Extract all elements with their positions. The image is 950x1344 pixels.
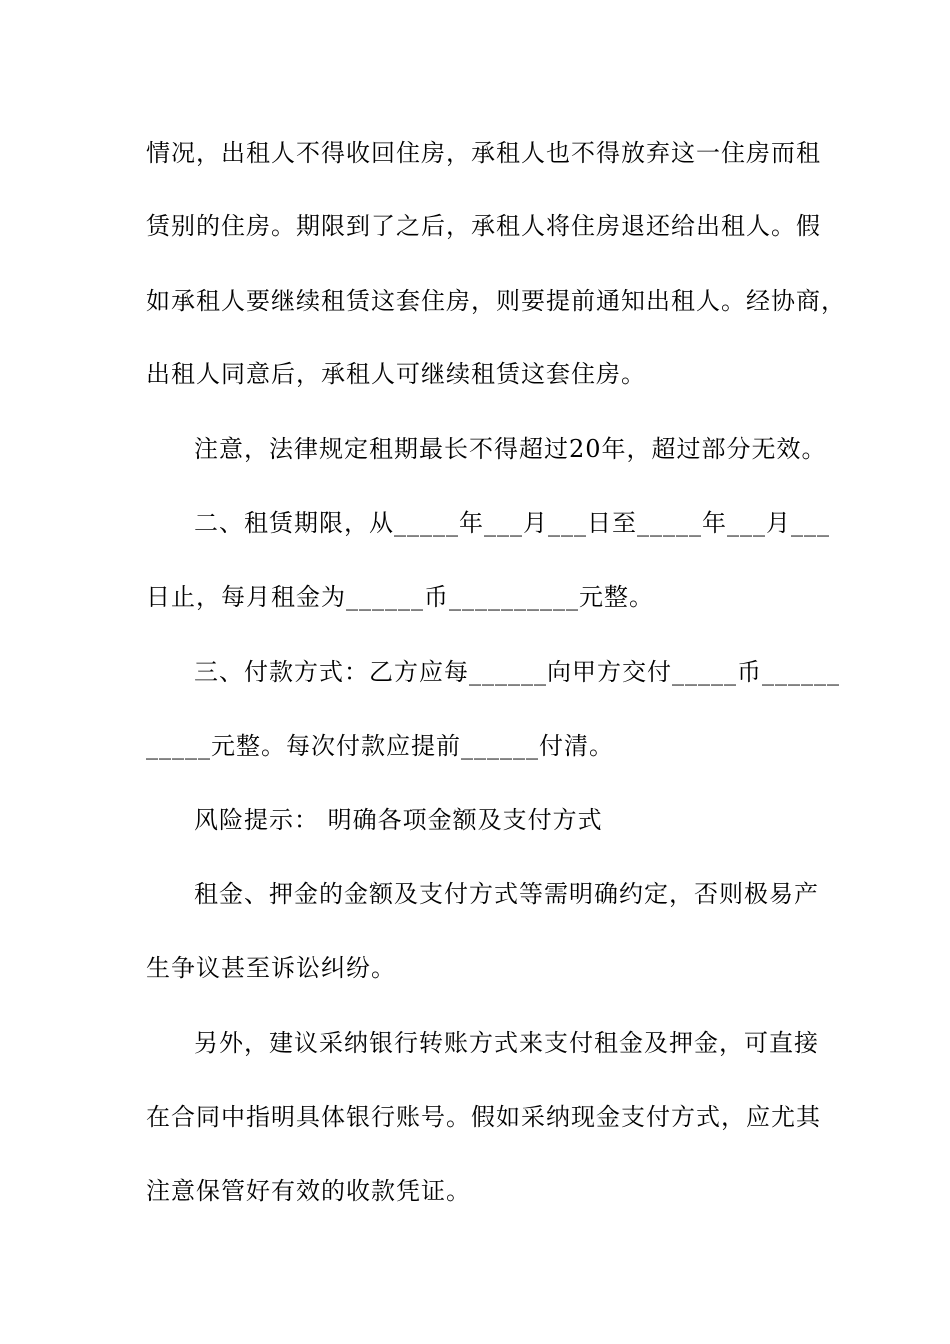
paragraph-line: 生争议甚至诉讼纠纷。 — [146, 954, 396, 982]
clause-3-line: 三、付款方式：乙方应每______向甲方交付_____币______ — [194, 658, 840, 686]
note-line: 注意，法律规定租期最长不得超过20年，超过部分无效。 — [194, 435, 827, 463]
risk-tip-heading: 风险提示： 明确各项金额及支付方式 — [194, 806, 603, 834]
paragraph-line: 租金、押金的金额及支付方式等需明确约定，否则极易产 — [194, 880, 819, 908]
paragraph-line: 情况，出租人不得收回住房，承租人也不得放弃这一住房而租 — [146, 139, 821, 167]
clause-2-line: 二、租赁期限，从_____年___月___日至_____年___月___ — [194, 509, 830, 537]
paragraph-line: 另外，建议采纳银行转账方式来支付租金及押金，可直接 — [194, 1029, 819, 1057]
paragraph-line: 如承租人要继续租赁这套住房，则要提前通知出租人。经协商， — [146, 287, 846, 315]
clause-2-line: 日止，每月租金为______币__________元整。 — [146, 583, 654, 611]
clause-3-line: _____元整。每次付款应提前______付清。 — [146, 732, 614, 760]
paragraph-line: 出租人同意后，承租人可继续租赁这套住房。 — [146, 360, 646, 388]
paragraph-line: 注意保管好有效的收款凭证。 — [146, 1177, 471, 1205]
paragraph-line: 在合同中指明具体银行账号。假如采纳现金支付方式，应尤其 — [146, 1103, 821, 1131]
paragraph-line: 赁别的住房。期限到了之后，承租人将住房退还给出租人。假 — [146, 212, 821, 240]
